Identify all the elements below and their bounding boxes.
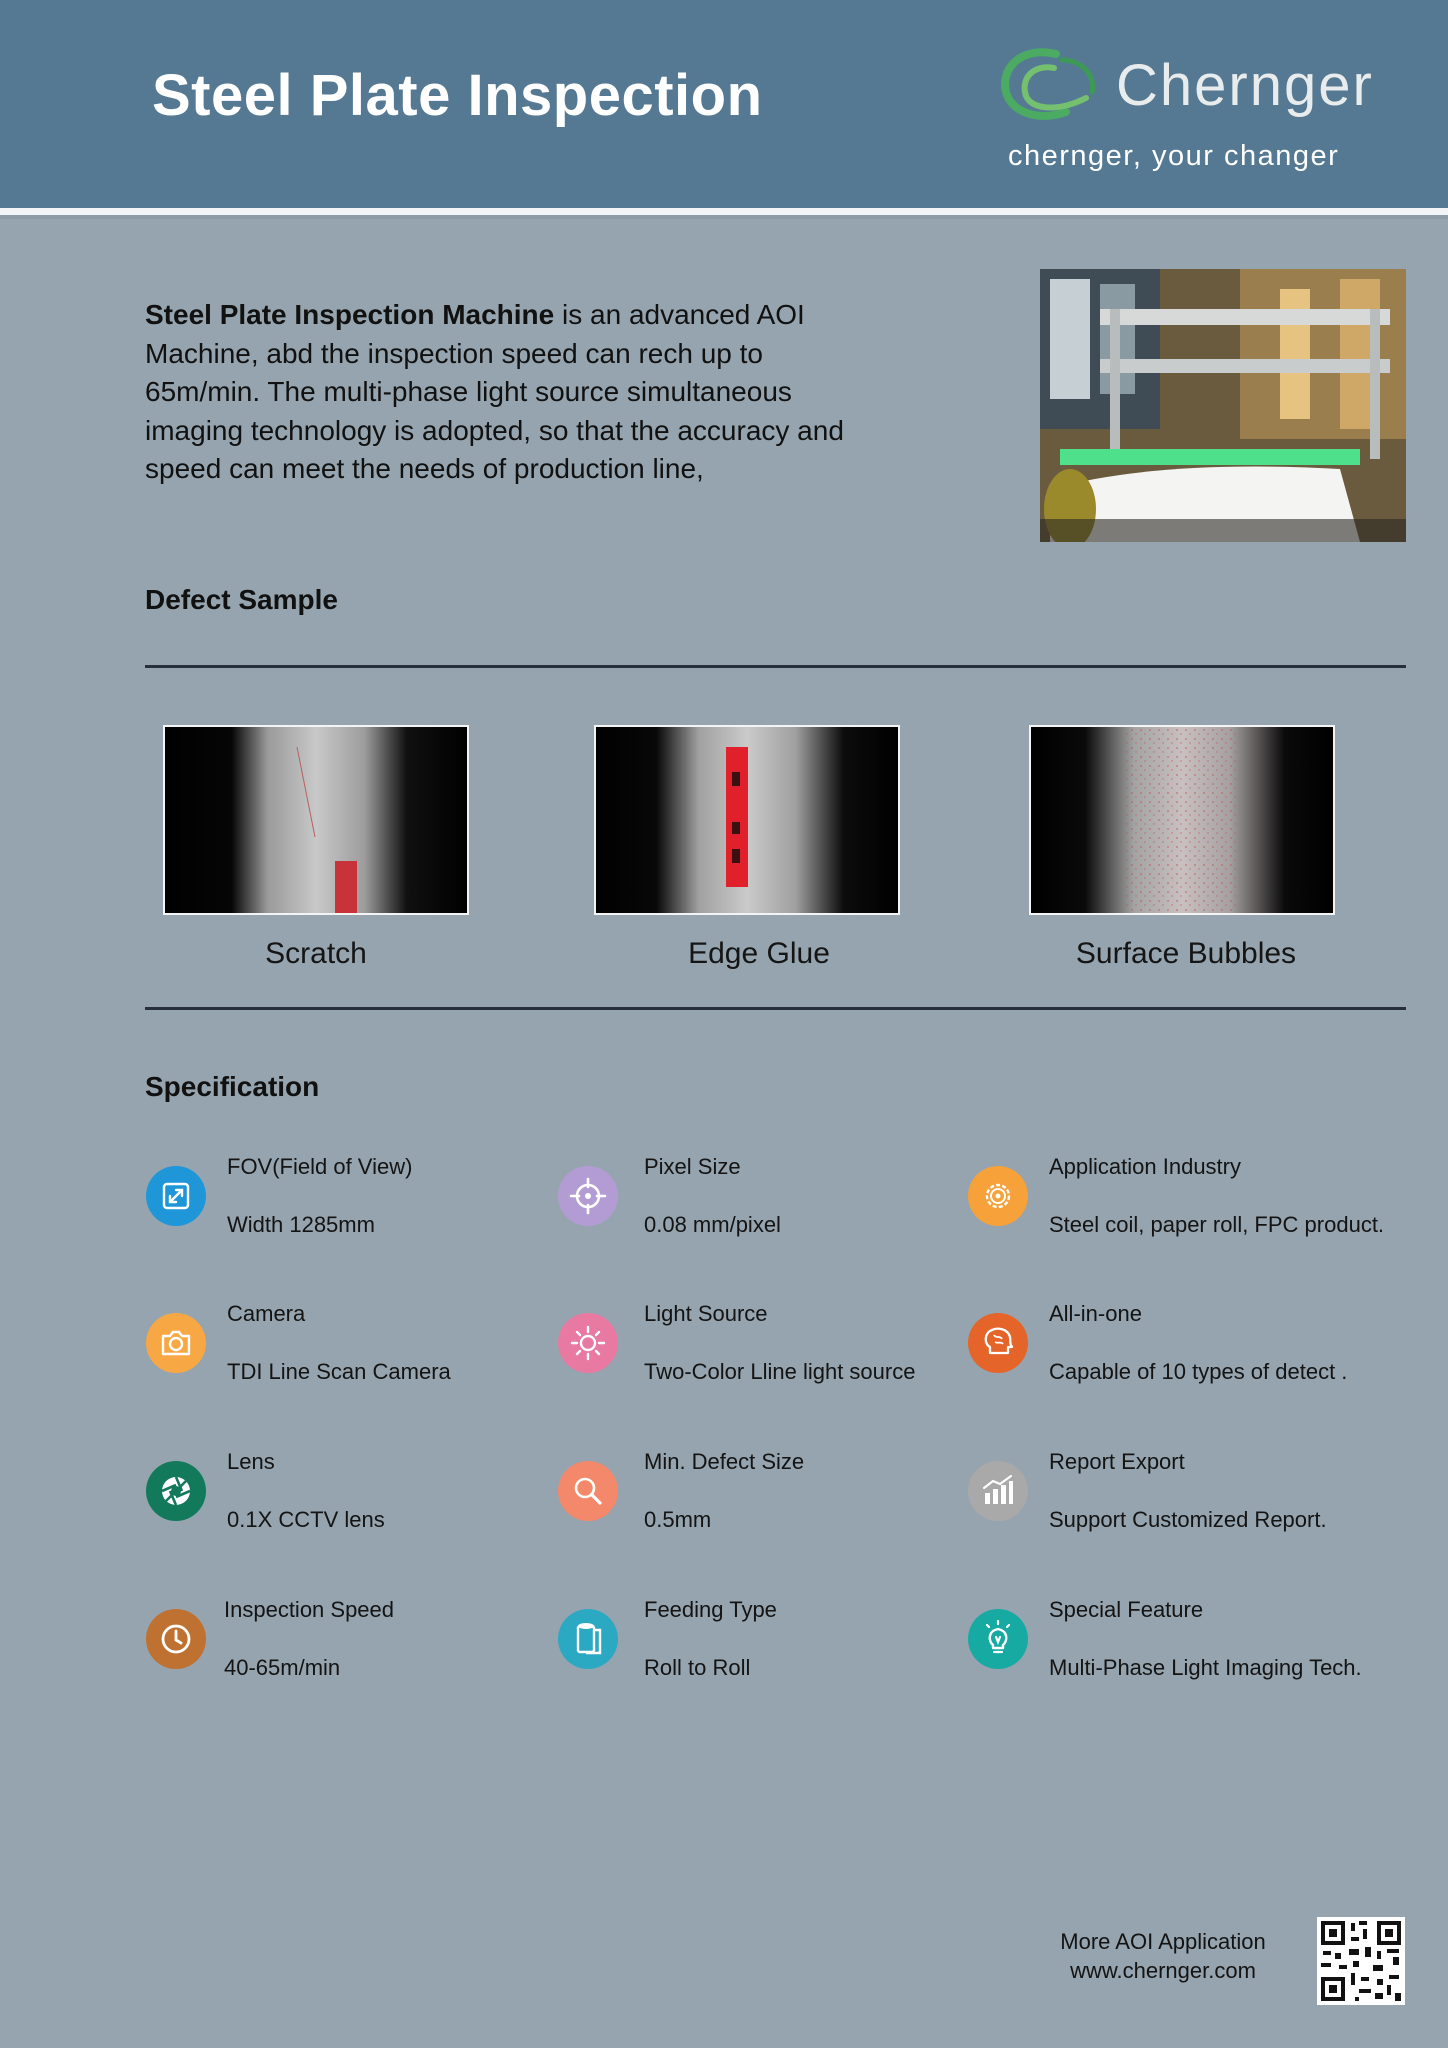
lightbulb-icon xyxy=(968,1609,1028,1669)
intro-lead: Steel Plate Inspection Machine xyxy=(145,299,555,330)
spec-label: Special Feature xyxy=(1049,1597,1204,1622)
defect-section-title: Defect Sample xyxy=(145,584,338,615)
spec-report-export xyxy=(968,1449,1408,1539)
clock-icon xyxy=(146,1609,206,1669)
spec-min-defect-size xyxy=(558,1449,958,1539)
defect-label-edge-glue: Edge Glue xyxy=(688,937,830,970)
spec-value: Multi-Phase Light Imaging Tech. xyxy=(1049,1655,1362,1680)
footer-note xyxy=(1018,1927,1308,1985)
sun-icon xyxy=(558,1313,618,1373)
defect-bottom-rule xyxy=(145,1007,1406,1010)
qr-code[interactable] xyxy=(1317,1917,1405,2005)
spec-label: FOV(Field of View) xyxy=(227,1154,413,1179)
chernger-logo-icon xyxy=(996,46,1100,126)
spec-value: 0.5mm xyxy=(644,1507,712,1532)
aperture-icon xyxy=(146,1461,206,1521)
footer-website-link[interactable]: www.chernger.com xyxy=(1070,1958,1256,1983)
spec-camera xyxy=(146,1301,526,1391)
defect-label-scratch: Scratch xyxy=(265,937,367,970)
spec-label: Feeding Type xyxy=(644,1597,777,1622)
header-divider xyxy=(0,215,1448,219)
spec-value: Width 1285mm xyxy=(227,1212,375,1237)
spec-lens xyxy=(146,1449,526,1539)
spec-value: 0.08 mm/pixel xyxy=(644,1212,781,1237)
spec-value: Roll to Roll xyxy=(644,1655,751,1680)
spec-value: TDI Line Scan Camera xyxy=(227,1359,451,1384)
page-title: Steel Plate Inspection xyxy=(152,63,763,128)
spec-light-source xyxy=(558,1301,958,1391)
machine-photo xyxy=(1040,269,1406,542)
intro-paragraph xyxy=(145,296,885,489)
spec-label: Report Export xyxy=(1049,1449,1185,1474)
brain-icon xyxy=(968,1313,1028,1373)
spec-label: Light Source xyxy=(644,1301,768,1326)
spec-value: 0.1X CCTV lens xyxy=(227,1507,385,1532)
spec-all-in-one xyxy=(968,1301,1408,1391)
defect-image-scratch xyxy=(163,725,469,915)
spec-fov xyxy=(146,1154,526,1244)
spec-pixel-size xyxy=(558,1154,958,1244)
brand-slogan: chernger, your changer xyxy=(1008,140,1340,172)
spec-label: Inspection Speed xyxy=(224,1597,395,1622)
spec-value: Two-Color Lline light source xyxy=(644,1359,916,1384)
spec-special-feature xyxy=(968,1597,1408,1687)
spec-label: Lens xyxy=(227,1449,275,1474)
spec-value: Steel coil, paper roll, FPC product. xyxy=(1049,1212,1385,1237)
spec-label: All-in-one xyxy=(1049,1301,1142,1326)
spec-label: Camera xyxy=(227,1301,306,1326)
gear-icon xyxy=(968,1166,1028,1226)
spec-label: Min. Defect Size xyxy=(644,1449,805,1474)
defect-label-surface-bubbles: Surface Bubbles xyxy=(1075,937,1297,970)
intro-body: is an advanced AOI Machine, abd the inspection speed can rech up to 65m/min. The multi-phase light source simultaneous imaging technology is adopted, so that the accuracy and speed can meet the needs of production line, xyxy=(145,299,844,484)
defect-top-rule xyxy=(145,665,1406,668)
spec-value: Support Customized Report. xyxy=(1049,1507,1327,1532)
crosshair-icon xyxy=(558,1166,618,1226)
roll-icon xyxy=(558,1609,618,1669)
spec-section-title: Specification xyxy=(145,1071,320,1102)
spec-value: 40-65m/min xyxy=(224,1655,341,1680)
expand-icon xyxy=(146,1166,206,1226)
footer-line-1: More AOI Application xyxy=(1060,1929,1266,1954)
defect-image-edge-glue xyxy=(594,725,900,915)
spec-value: Capable of 10 types of detect . xyxy=(1049,1359,1348,1384)
spec-feeding-type xyxy=(558,1597,958,1687)
spec-label: Application Industry xyxy=(1049,1154,1241,1179)
magnifier-icon xyxy=(558,1461,618,1521)
spec-label: Pixel Size xyxy=(644,1154,741,1179)
defect-image-surface-bubbles xyxy=(1029,725,1335,915)
spec-inspection-speed xyxy=(146,1597,526,1687)
spec-application-industry xyxy=(968,1154,1408,1244)
brand-name: Chernger xyxy=(1116,53,1374,118)
camera-icon xyxy=(146,1313,206,1373)
bar-chart-icon xyxy=(968,1461,1028,1521)
